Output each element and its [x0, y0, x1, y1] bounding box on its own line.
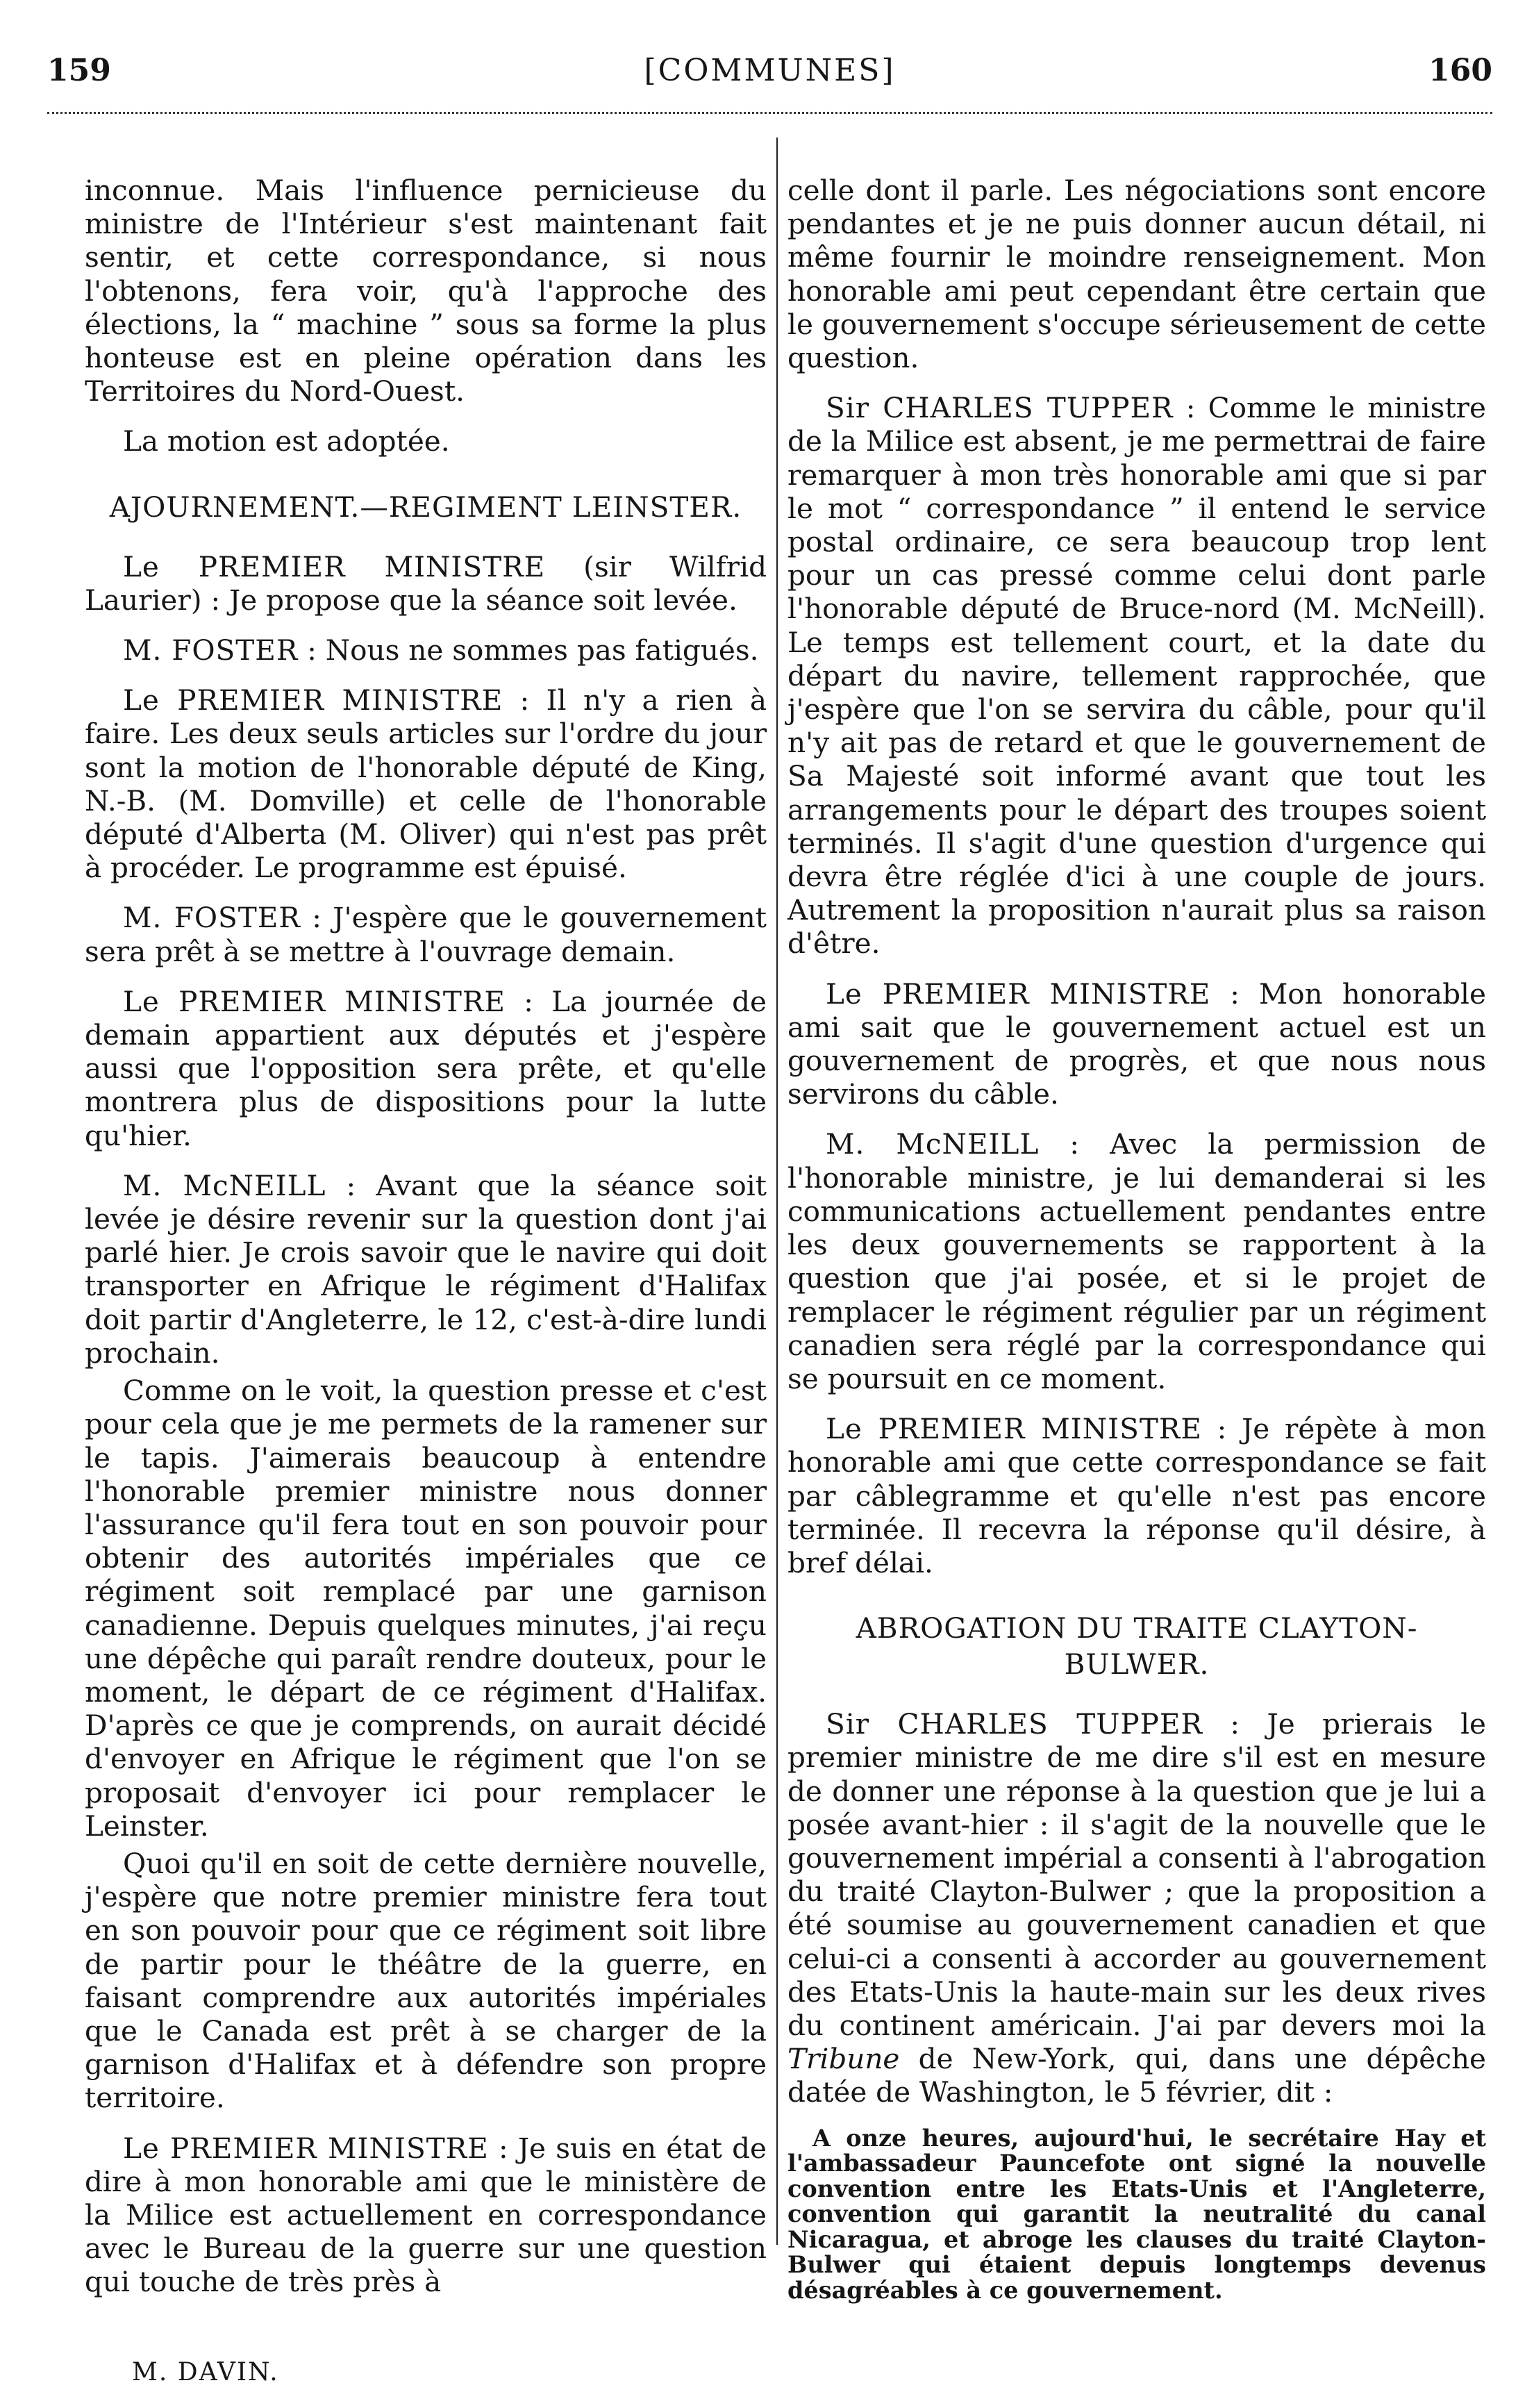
paragraph — [85, 633, 767, 667]
footer-signature: M. DAVIN. — [132, 2358, 279, 2386]
speaker-name: Le PREMIER MINISTRE — [123, 549, 546, 583]
paragraph: Comme on le voit, la question presse et c'est pour cela que je me permets de la ramener sur le tapis. J'aimerais beaucoup à entendre l'honorable premier ministre nous donner l'assurance qu'il fera tout en son pouvoir pour obtenir des autorités impériales que ce régiment soit remplacé par une garnison canadienne. Depuis quelques minutes, j'ai reçu une dépêche qui paraît rendre douteux, pour le moment, le départ de ce régiment d'Halifax. D'après ce que je comprends, on aurait décidé d'envoyer en Afrique le régiment que l'on se proposait d'envoyer ici pour remplacer le Leinster. — [85, 1374, 767, 1843]
speech-text: : Mon honorable ami sait que le gouvernement actuel est un gouvernement de progrès, et que nous nous servirons du câble. — [787, 977, 1486, 1111]
paragraph — [85, 2132, 767, 2299]
speaker-name: M. FOSTER — [123, 633, 299, 667]
speech-text: : Avant que la séance soit levée je désire revenir sur la question dont j'ai parlé hier. Je crois savoir que le navire qui doit transporter en Afrique le régiment d'Halifax doit partir d'Angleterre, le 12, c'est-à-dire lundi prochain. — [85, 1168, 767, 1370]
paragraph: Quoi qu'il en soit de cette dernière nouvelle, j'espère que notre premier ministre fera tout en son pouvoir pour que ce régiment soit libre de partir pour le théâtre de la guerre, en faisant comprendre aux autorités impériales que le Canada est prêt à se charger de la garnison d'Halifax et à défendre son propre territoire. — [85, 1846, 767, 2115]
speech-text: : La journée de demain appartient aux députés et j'espère aussi que l'opposition sera prête, et qu'elle montrera plus de dispositions pour la lutte qu'hier. — [85, 984, 767, 1152]
newspaper-title: Tribune — [787, 2042, 900, 2076]
speech-text: : Comme le ministre de la Milice est absent, je me permettrai de faire remarquer à mon très honorable ami que si par le mot “ correspondance ” il entend le service postal ordinaire, ce sera beaucoup trop lent pour un cas pressé comme celui dont parle l'honorable député de Bruce-nord (M. McNeill). Le temps est tellement court, et la date du départ du navire, tellement rapprochée, que j'espère que l'on se servira du câble, pour qu'il n'y ait pas de retard et que le gouvernement de Sa Majesté soit informé avant que tout les arrangements pour le départ des troupes soient terminés. Il s'agit d'une question d'urgence qui devra être réglée d'ici à une couple de jours. Autrement la proposition n'aurait plus sa raison d'être. — [787, 391, 1486, 961]
speech-text: : Je répète à mon honorable ami que cette correspondance se fait par câblegramme et qu'elle n'est pas encore terminée. Il recevra la réponse qu'il désire, à bref délai. — [787, 1412, 1486, 1579]
right-column — [787, 174, 1486, 2303]
paragraph: inconnue. Mais l'influence pernicieuse du ministre de l'Intérieur s'est maintenant fait sentir, et cette correspondance, si nous l'obtenons, fera voir, qu'à l'approche des élections, la “ machine ” sous sa forme la plus honteuse est en pleine opération dans les Territoires du Nord-Ouest. — [85, 174, 767, 408]
paragraph — [787, 391, 1486, 960]
section-heading: AJOURNEMENT.—REGIMENT LEINSTER. — [109, 490, 742, 524]
paragraph — [787, 1412, 1486, 1579]
page-number-right: 160 — [1428, 53, 1492, 88]
speaker-name: M. McNEILL — [826, 1127, 1040, 1161]
speech-text: : Nous ne sommes pas fatigués. — [298, 633, 759, 667]
paragraph — [787, 977, 1486, 1111]
speech-text: : Je prierais le premier ministre de me dire s'il est en mesure de donner une réponse à la question que je lui a posée avant-hier : il s'agit de la nouvelle que le gouvernement impérial a consenti à l'abrogation du traité Clayton-Bulwer ; que la proposition a été soumise au gouvernement canadien et que celui-ci a consenti à accorder au gouvernement des Etats-Unis la haute-main sur les deux rives du continent américain. J'ai par devers moi la — [787, 1707, 1486, 2042]
speaker-name: Le PREMIER MINISTRE — [123, 2131, 489, 2165]
paragraph: La motion est adoptée. — [123, 424, 450, 458]
section-heading: ABROGATION DU TRAITE CLAYTON-BULWER. — [856, 1611, 1418, 1682]
speaker-name: Le PREMIER MINISTRE — [826, 977, 1211, 1011]
column-divider — [776, 138, 778, 2245]
speech-text: : J'espère que le gouvernement sera prêt à se mettre à l'ouvrage demain. — [85, 901, 767, 968]
speech-text: de New-York, qui, dans une dépêche datée de Washington, le 5 février, dit : — [787, 2042, 1486, 2109]
speech-text: : Avec la permission de l'honorable ministre, je lui demanderai si les communications actuellement pendantes entre les deux gouvernements se rapportent à la question que j'ai posée, et si le projet de remplacer le régiment régulier par un régiment canadien sera réglé par la correspondance qui se poursuit en ce moment. — [787, 1127, 1486, 1395]
speaker-name: Sir CHARLES TUPPER — [826, 391, 1174, 425]
speaker-name: Le PREMIER MINISTRE — [123, 984, 506, 1018]
page-header — [47, 47, 1492, 114]
header-rule — [47, 112, 1492, 114]
speech-text: : Il n'y a rien à faire. Les deux seuls articles sur l'ordre du jour sont la motion de l'honorable député de King, N.-B. (M. Domville) et celle de l'honorable député d'Alberta (M. Oliver) qui n'est pas prêt à procéder. Le programme est épuisé. — [85, 683, 767, 885]
speaker-name: M. McNEILL — [123, 1168, 326, 1202]
paragraph — [85, 1169, 767, 1370]
page-number-left: 159 — [47, 53, 111, 88]
left-column — [85, 174, 767, 2316]
speaker-name: Le PREMIER MINISTRE — [826, 1412, 1202, 1446]
quoted-dispatch: A onze heures, aujourd'hui, le secrétaire Hay et l'ambassadeur Pauncefote ont signé la nouvelle convention entre les Etats-Unis et l'Angleterre, convention qui garantit la neutralité du canal Nicaragua, et abroge les clauses du traité Clayton-Bulwer qui étaient depuis longtemps devenus désagréables à ce gouvernement. — [787, 2124, 1486, 2304]
speaker-name: Sir CHARLES TUPPER — [826, 1707, 1203, 1741]
speech-text: (sir Wilfrid Laurier) : Je propose que la séance soit levée. — [85, 549, 767, 617]
paragraph — [85, 550, 767, 617]
page-title: [COMMUNES] — [644, 53, 896, 88]
paragraph — [787, 1707, 1486, 2109]
paragraph — [85, 901, 767, 968]
paragraph — [85, 683, 767, 884]
paragraph: celle dont il parle. Les négociations sont encore pendantes et je ne puis donner aucun détail, ni même fournir le moindre renseignement. Mon honorable ami peut cependant être certain que le gouvernement s'occupe sérieusement de cette question. — [787, 174, 1486, 375]
speaker-name: Le PREMIER MINISTRE — [123, 683, 503, 717]
paragraph — [85, 985, 767, 1152]
paragraph — [787, 1127, 1486, 1395]
speaker-name: M. FOSTER — [123, 901, 301, 935]
speech-text: : Je suis en état de dire à mon honorable ami que le ministère de la Milice est actuellement en correspondance avec le Bureau de la guerre sur une question qui touche de très près à — [85, 2131, 767, 2299]
